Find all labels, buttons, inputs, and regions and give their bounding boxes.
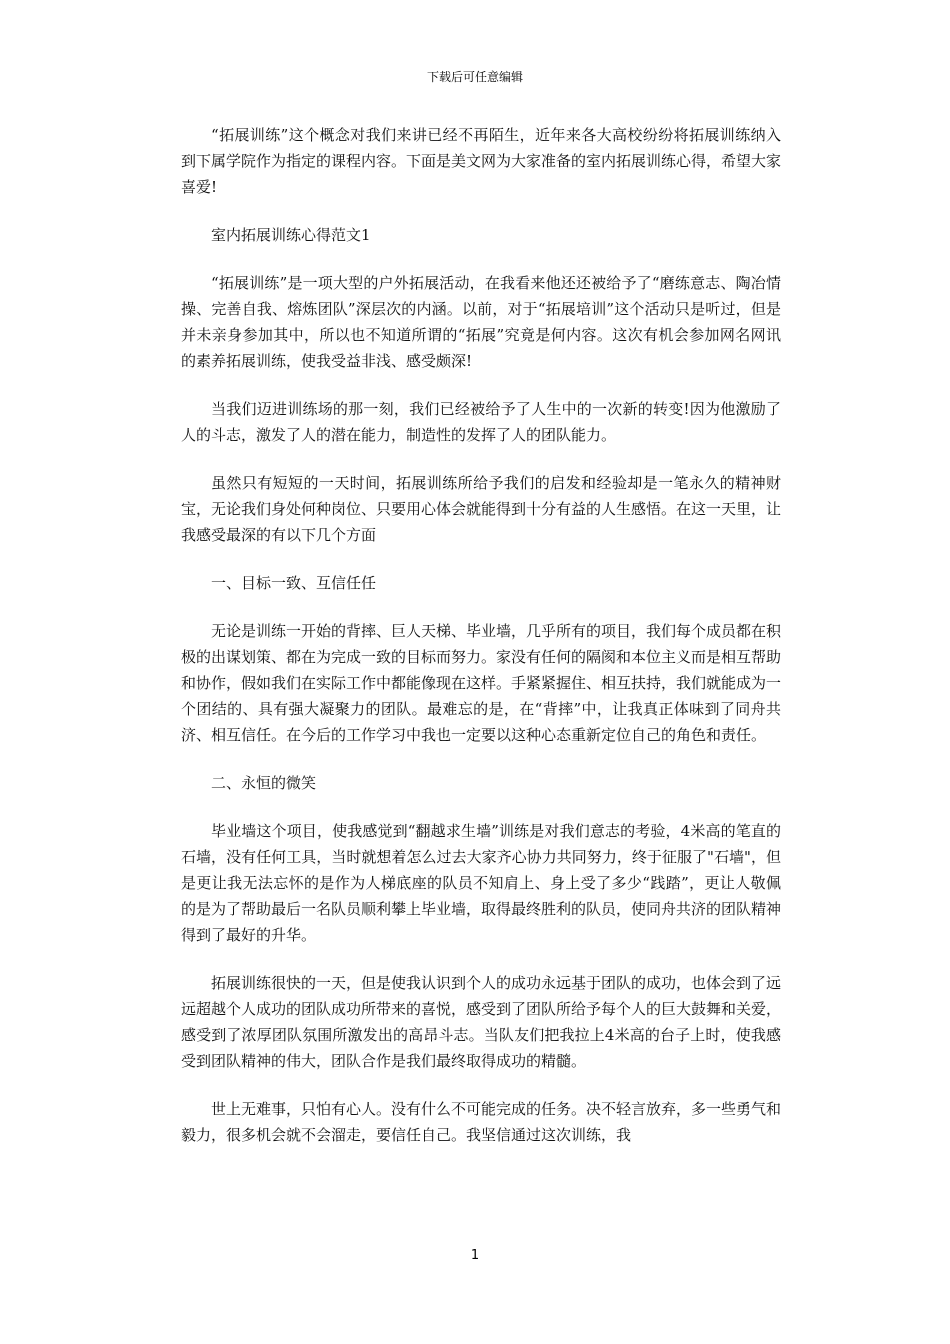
subheading-1: 一、目标一致、互信任任 (211, 574, 377, 592)
body-paragraph: “拓展训练”是一项大型的户外拓展活动，在我看来他还还被给予了“磨练意志、陶冶情操、完善自我、熔炼团队”深层次的内涵。以前，对于“拓展培训”这个活动只是听过，但是并未亲身参加其中，所以也不知道所谓的“拓展”究竟是何内容。这次有机会参加网名网讯的素养拓展训练，使我受益非浅、感受颇深! (181, 274, 781, 370)
subheading-2: 二、永恒的微笑 (211, 774, 317, 792)
body-paragraph: 虽然只有短短的一天时间，拓展训练所给予我们的启发和经验却是一笔永久的精神财宝，无论我们身处何种岗位、只要用心体会就能得到十分有益的人生感悟。在这一天里，让我感受最深的有以下几个方面 (181, 474, 782, 544)
intro-paragraph: “拓展训练”这个概念对我们来讲已经不再陌生，近年来各大高校纷纷将拓展训练纳入到下属学院作为指定的课程内容。下面是美文网为大家准备的室内拓展训练心得，希望大家喜爱! (181, 126, 782, 196)
document-body (181, 122, 781, 1170)
page-header: 下载后可任意编辑 (426, 70, 523, 84)
section-title: 室内拓展训练心得范文1 (211, 226, 371, 244)
page-number: 1 (470, 1248, 480, 1263)
body-paragraph: 毕业墙这个项目，使我感觉到“翻越求生墙”训练是对我们意志的考验，4米高的笔直的石墙，没有任何工具，当时就想着怎么过去大家齐心协力共同努力，终于征服了"石墙"，但是更让我无法忘怀的是作为人梯底座的队员不知肩上、身上受了多少“践踏”，更让人敬佩的是为了帮助最后一名队员顺利攀上毕业墙，取得最终胜利的队员，使同舟共济的团队精神得到了最好的升华。 (181, 822, 782, 944)
body-paragraph: 拓展训练很快的一天，但是使我认识到个人的成功永远基于团队的成功，也体会到了远远超越个人成功的团队成功所带来的喜悦，感受到了团队所给予每个人的巨大鼓舞和关爱，感受到了浓厚团队氛围所激发出的高昂斗志。当队友们把我拉上4米高的台子上时，使我感受到团队精神的伟大，团队合作是我们最终取得成功的精髓。 (181, 974, 782, 1070)
body-paragraph: 无论是训练一开始的背摔、巨人天梯、毕业墙，几乎所有的项目，我们每个成员都在积极的出谋划策、都在为完成一致的目标而努力。家没有任何的隔阂和本位主义而是相互帮助和协作，假如我们在实际工作中都能像现在这样。手紧紧握住、相互扶持，我们就能成为一个团结的、具有强大凝聚力的团队。最难忘的是，在“背摔”中，让我真正体味到了同舟共济、相互信任。在今后的工作学习中我也一定要以这种心态重新定位自己的角色和责任。 (181, 622, 782, 744)
body-paragraph: 当我们迈进训练场的那一刻，我们已经被给予了人生中的一次新的转变!因为他激励了人的斗志，激发了人的潜在能力，制造性的发挥了人的团队能力。 (181, 400, 781, 444)
body-paragraph: 世上无难事，只怕有心人。没有什么不可能完成的任务。决不轻言放弃，多一些勇气和毅力，很多机会就不会溜走，要信任自己。我坚信通过这次训练，我 (181, 1100, 782, 1144)
